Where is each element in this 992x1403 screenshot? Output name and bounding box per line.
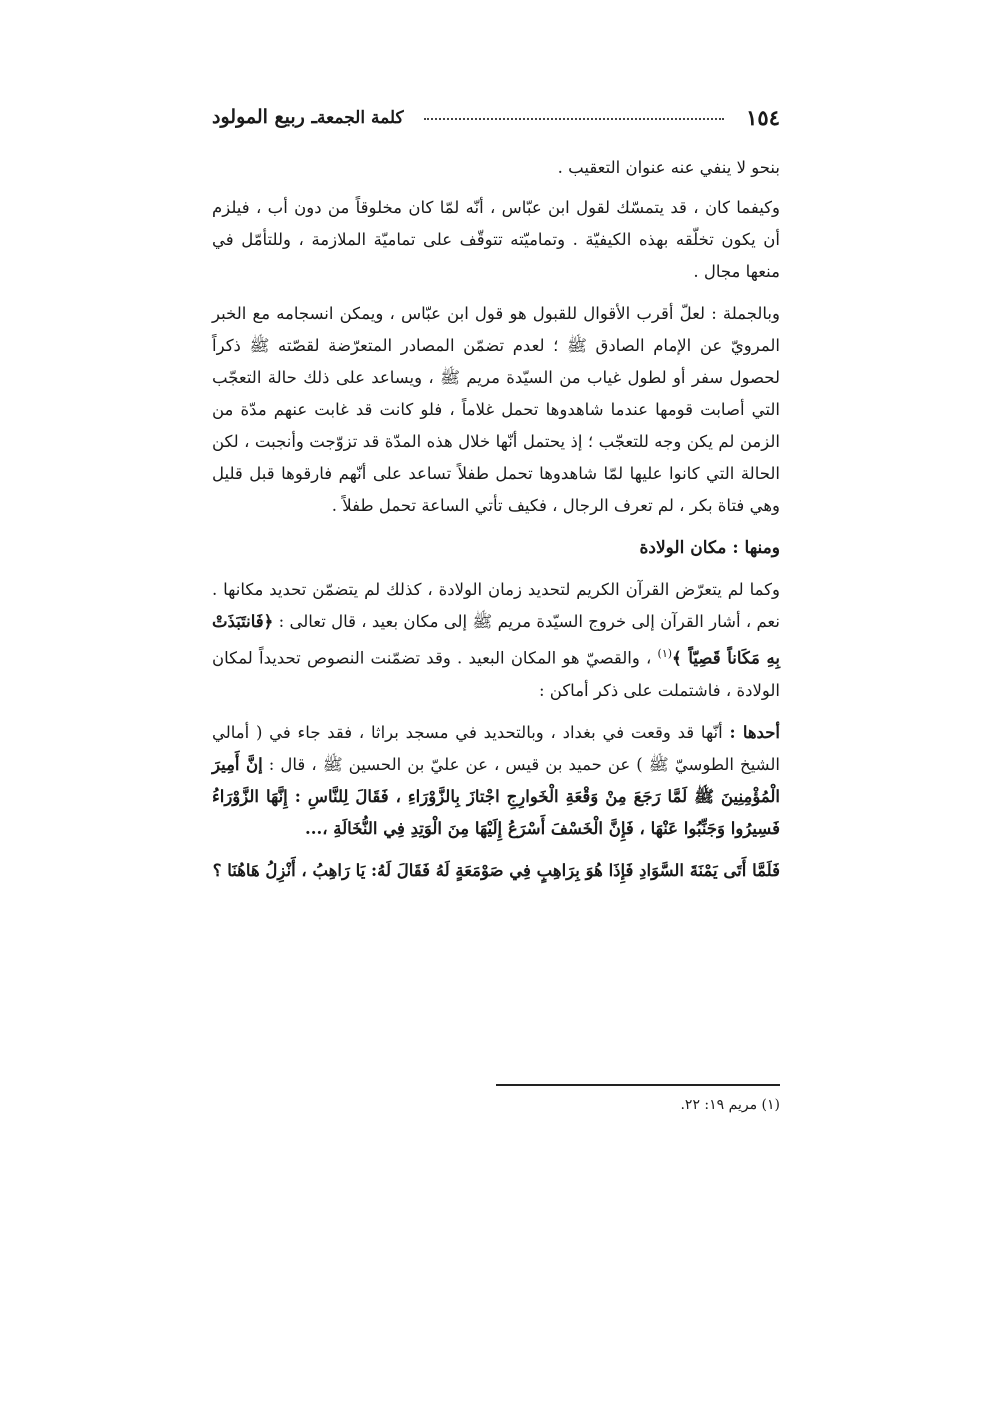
paragraph-text: أنّها قد وقعت في بغداد ، وبالتحديد في مسجد براثا ، فقد جاء في ( أمالي الشيخ الطوسيّ ﷺ ) عن حميد بن قيس ، عن عليّ بن الحسين ﷺ ، قال : xyxy=(212,722,780,774)
paragraph xyxy=(212,574,780,707)
paragraph: وكيفما كان ، قد يتمسّك لقول ابن عبّاس ، أنّه لمّا كان مخلوقاً من دون أب ، فيلزم أن يكون تخلّقه بهذه الكيفيّة . وتماميّته تتوقّف على تماميّة الملازمة ، وللتأمّل في منعها مجال . xyxy=(212,198,780,281)
paragraph xyxy=(212,717,780,845)
book-title xyxy=(212,106,404,128)
section-heading xyxy=(212,532,780,564)
list-lead: أحدها : xyxy=(729,722,780,742)
quran-quote: ﴿فَانتَبَذَتْ بِهِ مَكَاناً قَصِيّاً ﴾ xyxy=(212,612,780,668)
section-heading-lead: ومنها xyxy=(744,538,780,558)
hadith-quote: إنَّ أَمِيرَ الْمُؤْمِنِينَ ﷺ لَمَّا رَجَعَ مِنْ وَقْعَةِ الْخَوارِجِ اجْتازَ بِالزَّوْرَاءِ ، فَقَالَ لِلنَّاسِ : إِنَّهَا الزَّوْرَاءُ فَسِيرُوا وَجَنِّبُوا عَنْهَا ، فَإِنَّ الْخَسْفَ أَسْرَعُ إِلَيْهَا مِنَ الْوَتِدِ فِي النُّخَالَةِ ،... xyxy=(212,754,780,838)
page-number: ١٥٤ xyxy=(746,104,780,130)
book-subtitle: ـ ربيع المولود xyxy=(212,106,318,128)
paragraph: بنحو لا ينفي عنه عنوان التعقيب . xyxy=(557,158,780,177)
paragraph-text: ، والقصيّ هو المكان البعيد . وقد تضمّنت النصوص تحديداً لمكان الولادة ، فاشتملت على ذكر أماكن : xyxy=(212,648,780,700)
paragraph-text: وكما لم يتعرّض القرآن الكريم لتحديد زمان الولادة ، كذلك لم يتضمّن تحديد مكانها . نعم ، أشار القرآن إلى خروج السيّدة مريم ﷺ إلى مكان بعيد ، قال تعالى : xyxy=(212,580,780,631)
hadith-quote-continued: فَلَمَّا أَتَى يَمْنَةَ السَّوَادِ فَإِذَا هُوَ بِرَاهِبٍ فِي صَوْمَعَةٍ لَهُ فَقَالَ لَهُ: يَا رَاهِبُ ، أَنْزِلُ هَاهُنَا ؟ xyxy=(212,860,780,880)
series-title: كلمة الجمعة xyxy=(317,108,404,128)
footnote: (١) مريم ١٩: ٢٢. xyxy=(680,1097,780,1113)
header-dotted-leader xyxy=(424,118,725,120)
footnote-separator xyxy=(496,1084,780,1086)
paragraph: وبالجملة : لعلّ أقرب الأقوال للقبول هو قول ابن عبّاس ، ويمكن انسجامه مع الخبر المرويّ عن الإمام الصادق ﷺ ؛ لعدم تضمّن المصادر المتعرّضة لقصّته ﷺ ذكراً لحصول سفر أو لطول غياب من السيّدة مريم ﷺ ، ويساعد على ذلك حالة التعجّب التي أصابت قومها عندما شاهدوها تحمل غلاماً ، فلو كانت قد غابت عنهم مدّة من الزمن لم يكن وجه للتعجّب ؛ إذ يحتمل أنّها خلال هذه المدّة قد تزوّجت وأنجبت ، لكن الحالة التي كانوا عليها لمّا شاهدوها تحمل طفلاً تساعد على أنّهم فارقوها قبل قليل وهي فتاة بكر ، لم تعرف الرجال ، فكيف تأتي الساعة تحمل طفلاً . xyxy=(212,304,780,515)
footnote-marker: (١) xyxy=(657,647,673,660)
body-text xyxy=(212,152,780,897)
section-heading-title: : مكان الولادة xyxy=(639,538,739,558)
page-header xyxy=(212,100,780,134)
